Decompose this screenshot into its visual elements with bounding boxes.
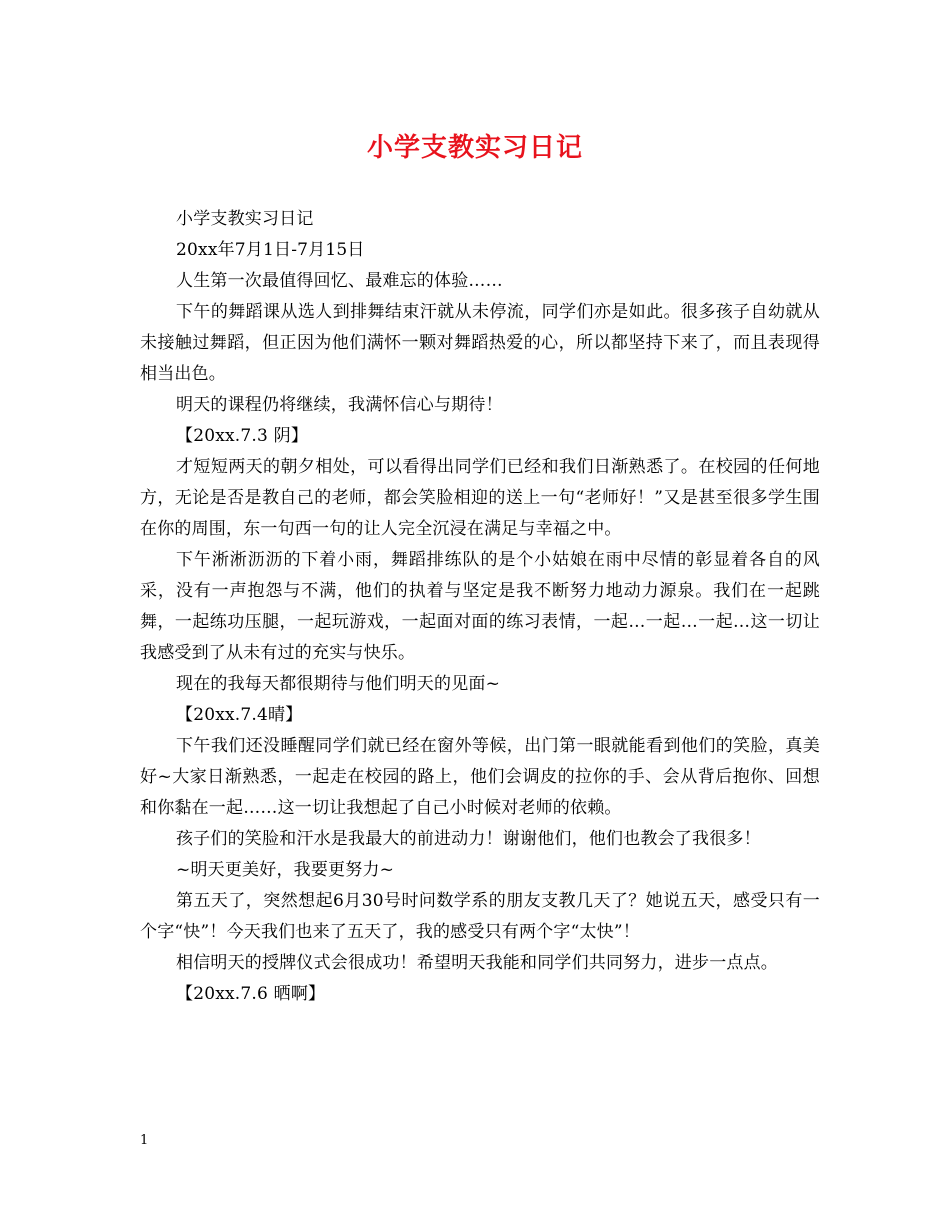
paragraph: 现在的我每天都很期待与他们明天的见面~ [176, 674, 501, 694]
paragraph: 明天的课程仍将继续，我满怀信心与期待！ [176, 395, 503, 415]
entry-date-heading: 【20xx.7.4晴】 [176, 705, 303, 725]
paragraph: 人生第一次最值得回忆、最难忘的体验…… [176, 271, 503, 291]
paragraph-subtitle: 小学支教实习日记 [176, 209, 314, 229]
paragraph: ~明天更美好，我要更努力~ [176, 860, 395, 880]
document-title: 小学支教实习日记 [366, 133, 583, 163]
paragraph-date-range: 20xx年7月1日-7月15日 [176, 240, 365, 260]
page-number: 1 [140, 1133, 149, 1148]
paragraph: 相信明天的授牌仪式会很成功！希望明天我能和同学们共同努力，进步一点点。 [176, 953, 778, 973]
paragraph: 下午的舞蹈课从选人到排舞结束汗就从未停流，同学们亦是如此。很多孩子自幼就从未接触过舞蹈，但正因为他们满怀一颗对舞蹈热爱的心，所以都坚持下来了，而且表现得相当出色。 [140, 302, 820, 384]
document-body [140, 204, 820, 1010]
paragraph: 下午我们还没睡醒同学们就已经在窗外等候，出门第一眼就能看到他们的笑脸，真美好~大家日渐熟悉，一起走在校园的路上，他们会调皮的拉你的手、会从背后抱你、回想和你黏在一起……这一切让我想起了自己小时候对老师的依赖。 [140, 736, 820, 818]
paragraph: 才短短两天的朝夕相处，可以看得出同学们已经和我们日渐熟悉了。在校园的任何地方，无论是否是教自己的老师，都会笑脸相迎的送上一句“老师好！”又是甚至很多学生围在你的周围，东一句西一句的让人完全沉浸在满足与幸福之中。 [140, 457, 820, 539]
paragraph: 下午淅淅沥沥的下着小雨，舞蹈排练队的是个小姑娘在雨中尽情的彰显着各自的风采，没有一声抱怨与不满，他们的执着与坚定是我不断努力地动力源泉。我们在一起跳舞，一起练功压腿，一起玩游戏，一起面对面的练习表情，一起…一起…一起…这一切让我感受到了从未有过的充实与快乐。 [140, 550, 820, 663]
entry-date-heading: 【20xx.7.3 阴】 [176, 426, 309, 446]
paragraph: 孩子们的笑脸和汗水是我最大的前进动力！谢谢他们，他们也教会了我很多！ [176, 829, 761, 849]
entry-date-heading: 【20xx.7.6 晒啊】 [176, 984, 326, 1004]
paragraph: 第五天了，突然想起6月30号时问数学系的朋友支教几天了？她说五天，感受只有一个字“快”！今天我们也来了五天了，我的感受只有两个字“太快”！ [140, 891, 820, 942]
